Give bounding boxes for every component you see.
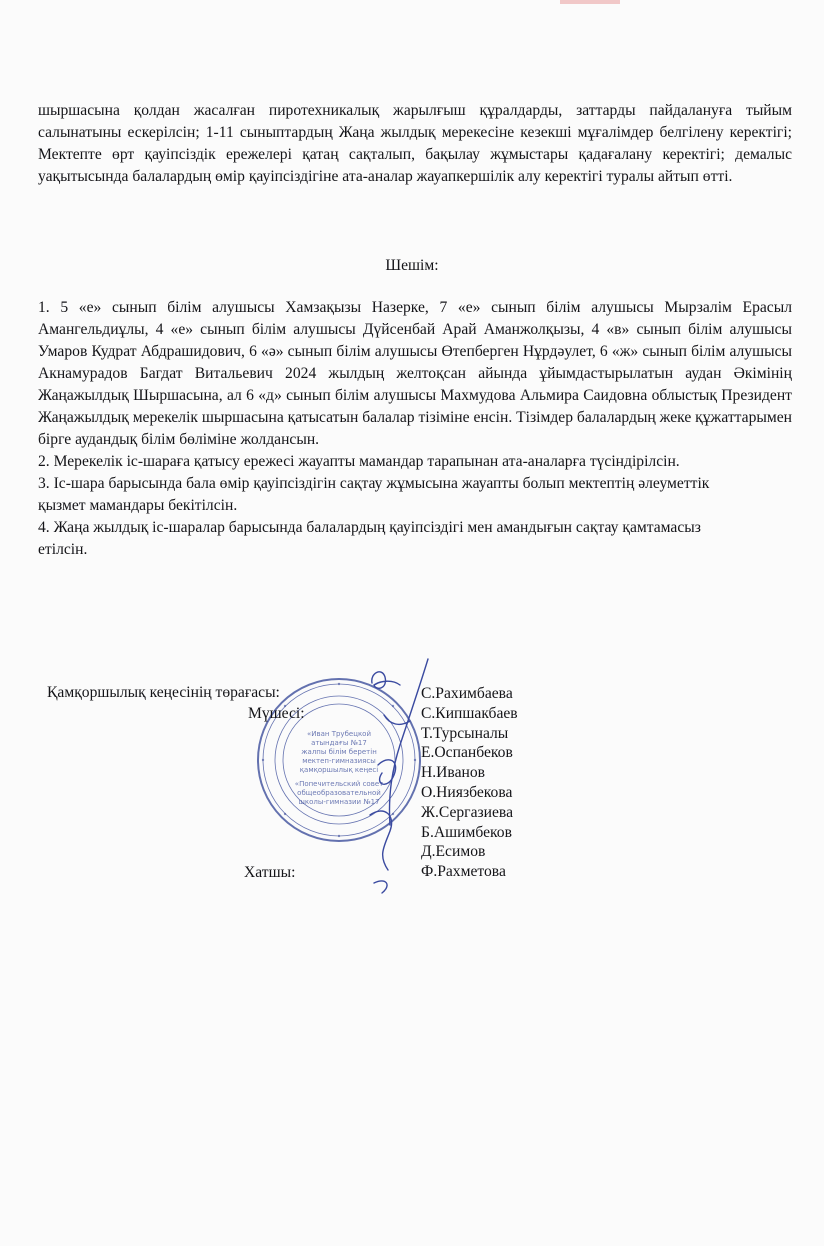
- svg-text:мектеп-гимназиясы: мектеп-гимназиясы: [302, 757, 376, 765]
- svg-text:жалпы білім беретін: жалпы білім беретін: [301, 748, 377, 756]
- scan-edge-mark: [560, 0, 620, 4]
- decision-item-4: 4. Жаңа жылдық іс-шаралар барысында балалардың қауіпсіздігі мен амандығын сақтау қамтамасыз етілсін.: [38, 519, 701, 558]
- intro-text: шыршасына қолдан жасалған пиротехникалық жарылғыш құралдарды, заттарды пайдалануға тыйым салынатыны ескерілсін; 1-11 сыныптардың Жаңа жылдық мерекесіне кезекші мұғалімдер белгілену керектігі; Мектепте өрт қауіпсіздік ережелері қатаң сақталып, бақылау жұмыстары қадағалану керектігі; демалыс уақытысында балалардың өмір қауіпсіздігіне ата-аналар жауапкершілік алу керектігі туралы айтып өтті.: [38, 102, 792, 185]
- svg-text:общеобразовательной: общеобразовательной: [297, 789, 381, 797]
- signatory-name: Е.Оспанбеков: [421, 744, 513, 762]
- decision-item-1: 1. 5 «е» сынып білім алушысы Хамзақызы Назерке, 7 «е» сынып білім алушысы Мырзалім Ерасыл Амангельдиұлы, 4 «е» сынып білім алушысы Дүйсенбай Арай Аманжолқызы, 4 «в» сынып білім алушысы Умаров Кудрат Абдрашидович, 6 «ә» сынып білім алушысы Өтепберген Нұрдәулет, 6 «ж» сынып білім алушысы Акнамурадов Багдат Витальевич 2024 жылдың желтоқсан айында ұйымдастырылатын аудан Әкімінің Жаңажылдық Шыршасына, ал 6 «д» сынып білім алушысы Махмудова Альмира Саидовна облыстық Президент Жаңажылдық мерекелік шыршасына қатысатын балалар тізіміне енсін. Тізімдер балалардың жеке құжаттарымен бірге аудандық білім бөліміне жолдансын.: [38, 299, 792, 448]
- decision-list: [38, 297, 792, 561]
- decision-item-2: 2. Мерекелік іс-шараға қатысу ережесі жауапты мамандар тарапынан ата-аналарға түсіндірілсін.: [38, 453, 680, 470]
- signatory-name: С.Кипшакбаев: [421, 704, 518, 722]
- signatory-name: Ж.Сергазиева: [421, 803, 514, 821]
- decision-item-3: 3. Іс-шара барысында бала өмір қауіпсіздігін сақтау жұмысына жауапты болып мектептің әлеуметтік қызмет мамандары бекітілсін.: [38, 475, 710, 514]
- handwritten-signature: [330, 655, 430, 895]
- secretary-label: Хатшы:: [244, 864, 296, 881]
- svg-text:атындағы №17: атындағы №17: [311, 739, 367, 747]
- signatory-name: Б.Ашимбеков: [421, 823, 512, 841]
- chair-label: Қамқоршылық кеңесінің төрағасы:: [47, 684, 280, 701]
- svg-text:«Иван Трубецкой: «Иван Трубецкой: [306, 730, 372, 738]
- signatory-name: О.Ниязбекова: [421, 783, 513, 801]
- signatory-name: Д.Есимов: [421, 843, 486, 861]
- signatory-name: Т.Турсыналы: [421, 724, 509, 742]
- signatory-name: Ф.Рахметова: [421, 863, 506, 881]
- signatory-name: С.Рахимбаева: [421, 685, 513, 702]
- intro-paragraph: [38, 100, 792, 188]
- decision-heading: Шешім:: [385, 257, 439, 274]
- signatory-names: [421, 684, 518, 882]
- svg-text:қамқоршылық кеңесі: қамқоршылық кеңесі: [299, 766, 379, 774]
- member-label: Мүшесі:: [248, 705, 305, 722]
- svg-text:школы-гимназии №17: школы-гимназии №17: [298, 798, 380, 806]
- signatory-name: Н.Иванов: [421, 764, 486, 782]
- svg-text:«Попечительский совет: «Попечительский совет: [294, 780, 384, 788]
